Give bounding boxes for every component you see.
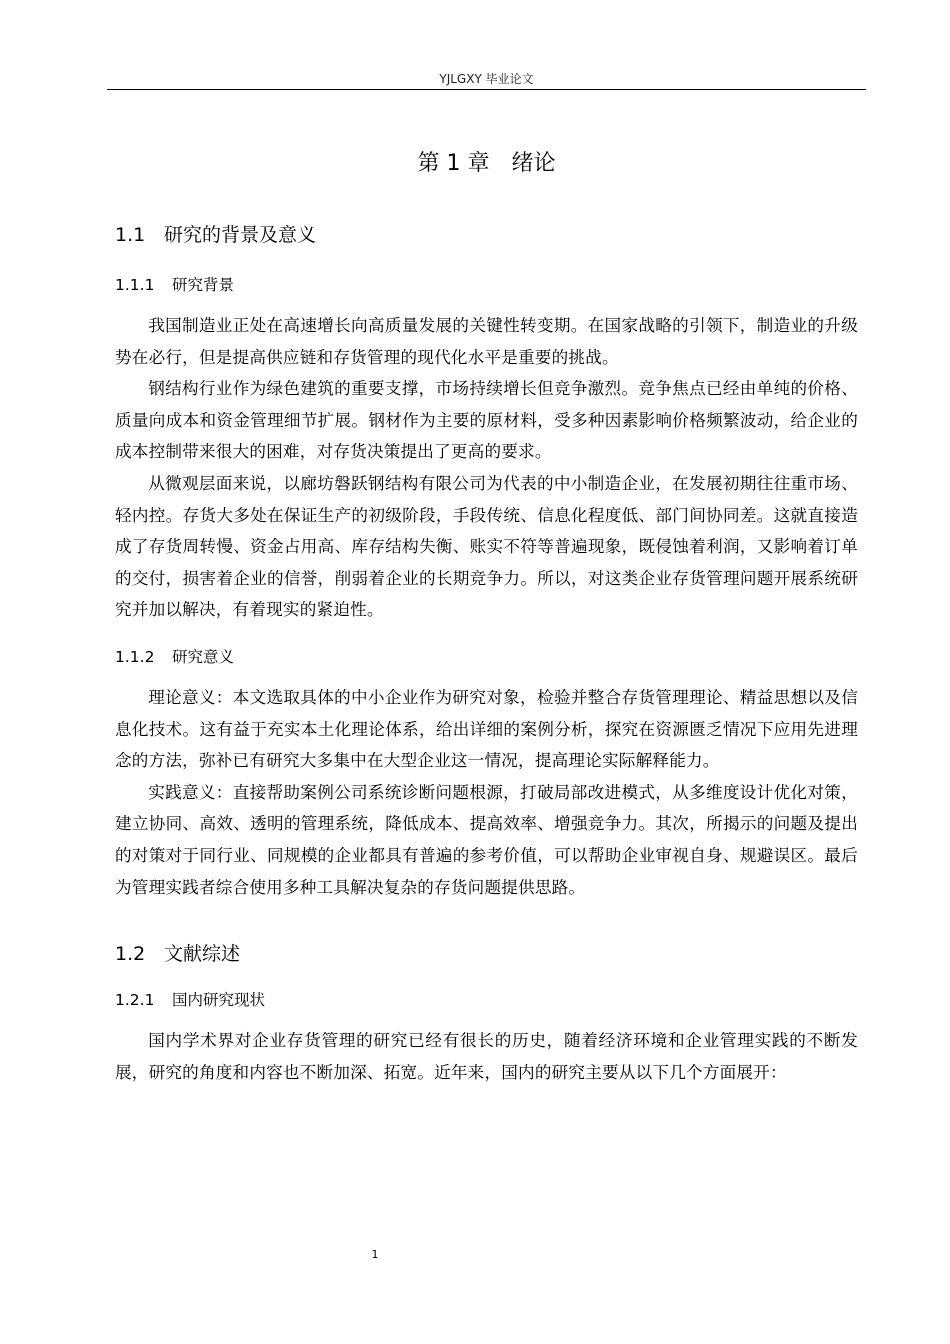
subsection-title: 国内研究现状 — [172, 991, 266, 1010]
subsection-body-1-1-1 — [115, 310, 858, 626]
running-header: YJLGXY 毕业论文 — [439, 72, 534, 86]
paragraph: 我国制造业正处在高速增长向高质量发展的关键性转变期。在国家战略的引领下，制造业的升级势在必行，但是提高供应链和存货管理的现代化水平是重要的挑战。 — [115, 316, 858, 367]
section-number: 1.2 — [115, 943, 146, 966]
subsection-body-1-1-2 — [115, 682, 858, 903]
subsection-heading-1-1-1 — [115, 272, 858, 298]
section-heading-1-2 — [115, 939, 858, 969]
chapter-title: 第 1 章 绪论 — [417, 151, 556, 176]
subsection-number: 1.1.2 — [115, 647, 155, 666]
section-title: 研究的背景及意义 — [164, 224, 317, 246]
page-content — [115, 140, 858, 1088]
paragraph: 钢结构行业作为绿色建筑的重要支撑，市场持续增长但竞争激烈。竞争焦点已经由单纯的价格、质量向成本和资金管理细节扩展。钢材作为主要的原材料，受多种因素影响价格频繁波动，给企业的成本控制带来很大的困难，对存货决策提出了更高的要求。 — [115, 379, 858, 462]
subsection-heading-1-1-2 — [115, 644, 858, 670]
subsection-title: 研究意义 — [172, 647, 235, 666]
subsection-body-1-2-1 — [115, 1025, 858, 1088]
paragraph: 国内学术界对企业存货管理的研究已经有很长的历史，随着经济环境和企业管理实践的不断发展，研究的角度和内容也不断加深、拓宽。近年来，国内的研究主要从以下几个方面展开： — [115, 1031, 858, 1082]
header-rule — [107, 89, 866, 90]
subsection-number: 1.1.1 — [115, 276, 155, 294]
page-number: 1 — [371, 1248, 379, 1261]
subsection-title: 研究背景 — [172, 276, 235, 294]
paragraph: 实践意义：直接帮助案例公司系统诊断问题根源，打破局部改进模式，从多维度设计优化对策，建立协同、高效、透明的管理系统，降低成本、提高效率、增强竞争力。其次，所揭示的问题及提出的对策对于同行业、同规模的企业都具有普遍的参考价值，可以帮助企业审视自身、规避误区。最后为管理实践者综合使用多种工具解决复杂的存货问题提供思路。 — [115, 782, 858, 897]
section-number: 1.1 — [115, 224, 146, 246]
section-title: 文献综述 — [164, 943, 241, 966]
subsection-heading-1-2-1 — [115, 987, 858, 1013]
paragraph: 理论意义：本文选取具体的中小企业作为研究对象，检验并整合存货管理理论、精益思想以及信息化技术。这有益于充实本土化理论体系，给出详细的案例分析，探究在资源匮乏情况下应用先进理念的方法，弥补已有研究大多集中在大型企业这一情况，提高理论实际解释能力。 — [115, 687, 858, 771]
subsection-number: 1.2.1 — [115, 991, 155, 1010]
paragraph: 从微观层面来说，以廊坊磐跃钢结构有限公司为代表的中小制造企业，在发展初期往往重市场、轻内控。存货大多处在保证生产的初级阶段，手段传统、信息化程度低、部门间协同差。这就直接造成了存货周转慢、资金占用高、库存结构失衡、账实不符等普遍现象，既侵蚀着利润，又影响着订单的交付，损害着企业的信誉，削弱着企业的长期竞争力。所以，对这类企业存货管理问题开展系统研究并加以解决，有着现实的紧迫性。 — [115, 473, 858, 620]
section-heading-1-1 — [115, 220, 858, 250]
